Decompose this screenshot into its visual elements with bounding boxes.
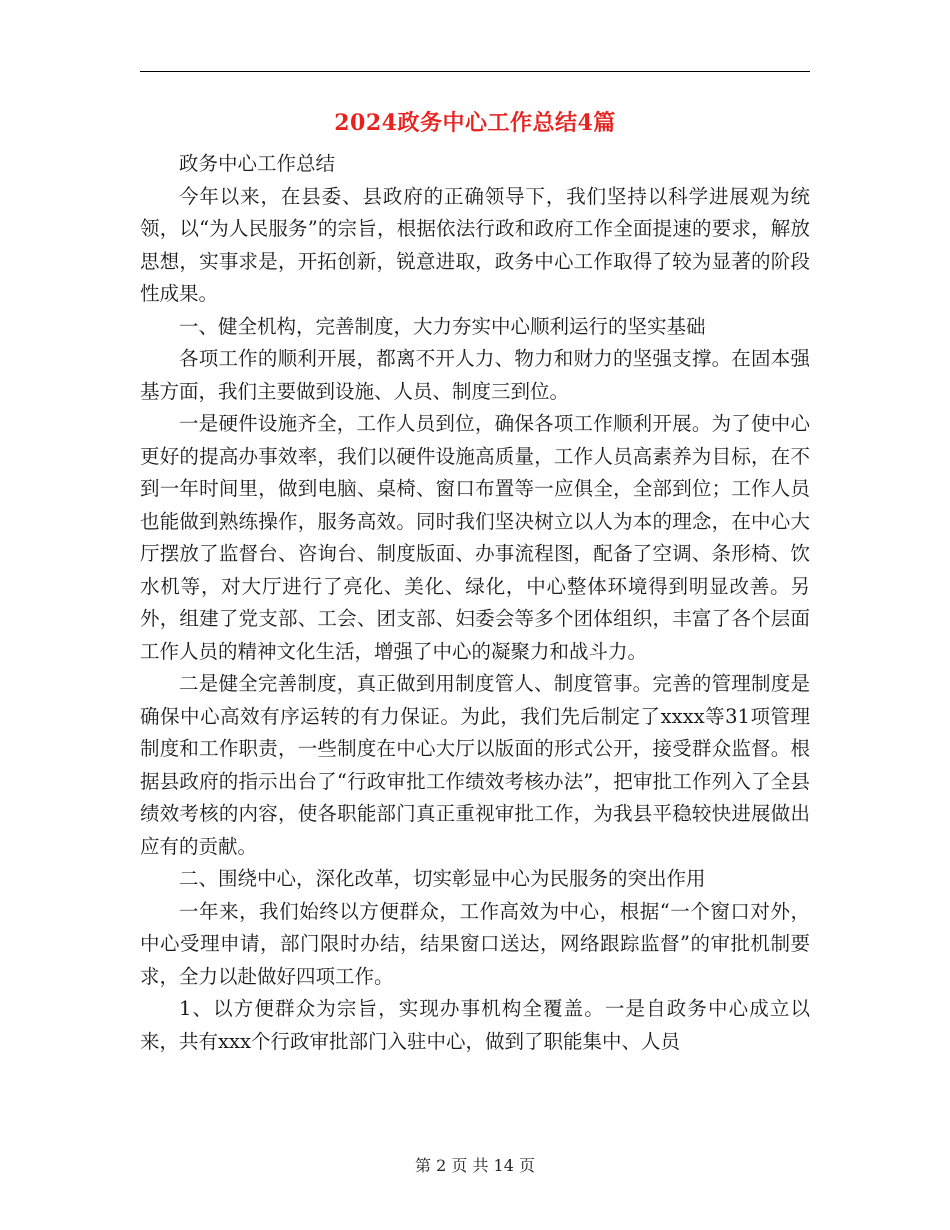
section-heading-1: 一、健全机构，完善制度，大力夯实中心顺利运行的坚实基础: [179, 314, 706, 338]
paragraph: 1、以方便群众为宗旨，实现办事机构全覆盖。一是自政务中心成立以来，共有xxx个行政审批部门入驻中心，做到了职能集中、人员: [140, 997, 810, 1053]
paragraph-subtitle: 政务中心工作总结: [179, 152, 336, 175]
header-rule: [140, 71, 810, 72]
paragraph: 一是硬件设施齐全，工作人员到位，确保各项工作顺利开展。为了使中心更好的提高办事效率，我们以硬件设施高质量，工作人员高素养为目标，在不到一年时间里，做到电脑、桌椅、窗口布置等一应俱全，全部到位；工作人员也能做到熟练操作，服务高效。同时我们坚决树立以人为本的理念，在中心大厅摆放了监督台、咨询台、制度版面、办事流程图，配备了空调、条形椅、饮水机等，对大厅进行了亮化、美化、绿化，中心整体环境得到明显改善。另外，组建了党支部、工会、团支部、妇委会等多个团体组织，丰富了各个层面工作人员的精神文化生活，增强了中心的凝聚力和战斗力。: [140, 412, 810, 663]
document-body: [140, 148, 810, 1058]
page-number-footer: 第 2 页 共 14 页: [415, 1156, 535, 1175]
paragraph: 二是健全完善制度，真正做到用制度管人、制度管事。完善的管理制度是确保中心高效有序运转的有力保证。为此，我们先后制定了xxxx等31项管理制度和工作职责，一些制度在中心大厅以版面的形式公开，接受群众监督。根据县政府的指示出台了“行政审批工作绩效考核办法”，把审批工作列入了全县绩效考核的内容，使各职能部门真正重视审批工作，为我县平稳较快进展做出应有的贡献。: [140, 672, 810, 858]
paragraph: 一年来，我们始终以方便群众，工作高效为中心，根据“一个窗口对外，中心受理申请，部门限时办结，结果窗口送达，网络跟踪监督”的审批机制要求，全力以赴做好四项工作。: [140, 899, 810, 988]
document-title: 2024政务中心工作总结4篇: [334, 110, 616, 136]
section-heading-2: 二、围绕中心，深化改革，切实彰显中心为民服务的突出作用: [179, 867, 706, 890]
paragraph-intro: 今年以来，在县委、县政府的正确领导下，我们坚持以科学进展观为统领，以“为人民服务”的宗旨，根据依法行政和政府工作全面提速的要求，解放思想，实事求是，开拓创新，锐意进取，政务中心工作取得了较为显著的阶段性成果。: [140, 184, 810, 305]
paragraph: 各项工作的顺利开展，都离不开人力、物力和财力的坚强支撑。在固本强基方面，我们主要做到设施、人员、制度三到位。: [140, 347, 810, 403]
